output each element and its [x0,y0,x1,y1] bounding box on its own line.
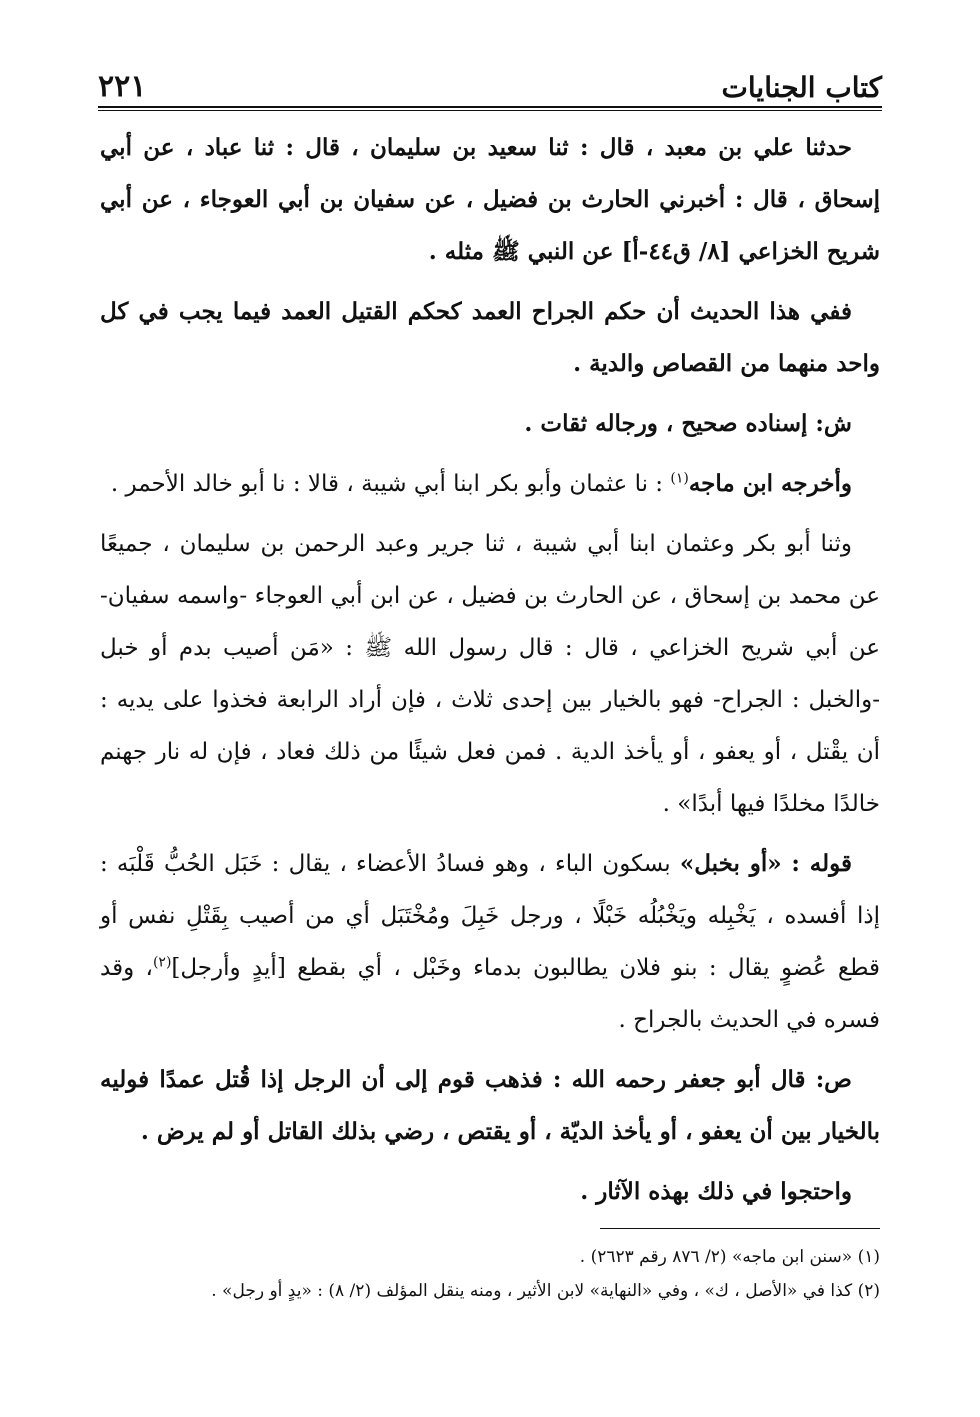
paragraph-takhrij [100,458,880,510]
paragraph-hadith: وثنا أبو بكر وعثمان ابنا أبي شيبة ، ثنا جرير وعبد الرحمن بن سليمان ، جميعًا عن محمد بن إسحاق ، عن الحارث بن فضيل ، عن ابن أبي العوجاء -واسمه سفيان- عن أبي شريح الخزاعي ، قال : قال رسول الله ﷺ : «مَن أصيب بدم أو خبل -والخبل : الجراح- فهو بالخيار بين إحدى ثلاث ، فإن أراد الرابعة فخذوا على يديه : أن يقْتل ، أو يعفو ، أو يأخذ الدية . فمن فعل شيئًا من ذلك فعاد ، فإن له نار جهنم خالدًا مخلدًا فيها أبدًا» . [100,531,880,817]
book-title: كتاب الجنايات [721,71,882,104]
paragraph-commentary: ففي هذا الحديث أن حكم الجراح العمد كحكم القتيل العمد فيما يجب في كل واحد منهما من القصاص والدية . [100,298,880,377]
footnote-ref-1: (١) [670,470,689,487]
footnote-rule [600,1228,880,1229]
takhrij-text: : نا عثمان وأبو بكر ابنا أبي شيبة ، قالا : نا أبو خالد الأحمر . [110,471,664,497]
paragraph-sharh: ش: إسناده صحيح ، ورجاله ثقات . [524,410,852,437]
footnote-ref-2: (٢) [152,954,172,971]
paragraph-isnad: حدثنا علي بن معبد ، قال : ثنا سعيد بن سليمان ، قال : ثنا عباد ، عن أبي إسحاق ، قال : أخبرني الحارث بن فضيل ، عن سفيان بن أبي العوجاء ، عن أبي شريح الخزاعي [٨/ ق٤٤-أ] عن النبي ﷺ مثله . [100,134,880,265]
gloss-lead: قوله : «أو بخبل» [679,850,852,877]
main-text [100,122,880,1226]
gloss-text-b: ، وقد فسره في الحديث بالجراح . [100,955,880,1033]
paragraph-gloss [100,838,880,1046]
gloss-text-a: بسكون الباء ، وهو فسادُ الأعضاء ، يقال : خَبَل الحُبُّ قَلْبَه : إذا أفسده ، يَخْبِله ويَخْبُلُه خَبْلًا ، ورجل خَبِلَ ومُخْتَبَل أي من أصيب بِقَتْلِ نفس أو قطع عُضوٍ يقال : بنو فلان يطالبون بدماء وخَبْل ، أي بقطع [أيدٍ وأرجل] [100,851,880,981]
paragraph-closing: واحتجوا في ذلك بهذه الآثار . [580,1178,852,1205]
footnote-1: (١) «سنن ابن ماجه» (٢/ ٨٧٦ رقم ٢٦٢٣) . [579,1247,880,1267]
footnote-2: (٢) كذا في «الأصل ، ك» ، وفي «النهاية» لابن الأثير ، ومنه ينقل المؤلف (٢/ ٨) : «يدٍ أو رجل» . [211,1281,880,1301]
footnotes [100,1240,880,1308]
page-header [98,58,882,104]
page-number: ٢٢١ [98,69,147,104]
header-rule [98,106,882,111]
paragraph-matn: ص: قال أبو جعفر رحمه الله : فذهب قوم إلى أن الرجل إذا قُتل عمدًا فوليه بالخيار بين أن يعفو ، أو يأخذ الديّة ، أو يقتص ، رضي بذلك القاتل أو لم يرض . [100,1066,880,1145]
takhrij-lead: وأخرجه ابن ماجه [688,470,852,497]
